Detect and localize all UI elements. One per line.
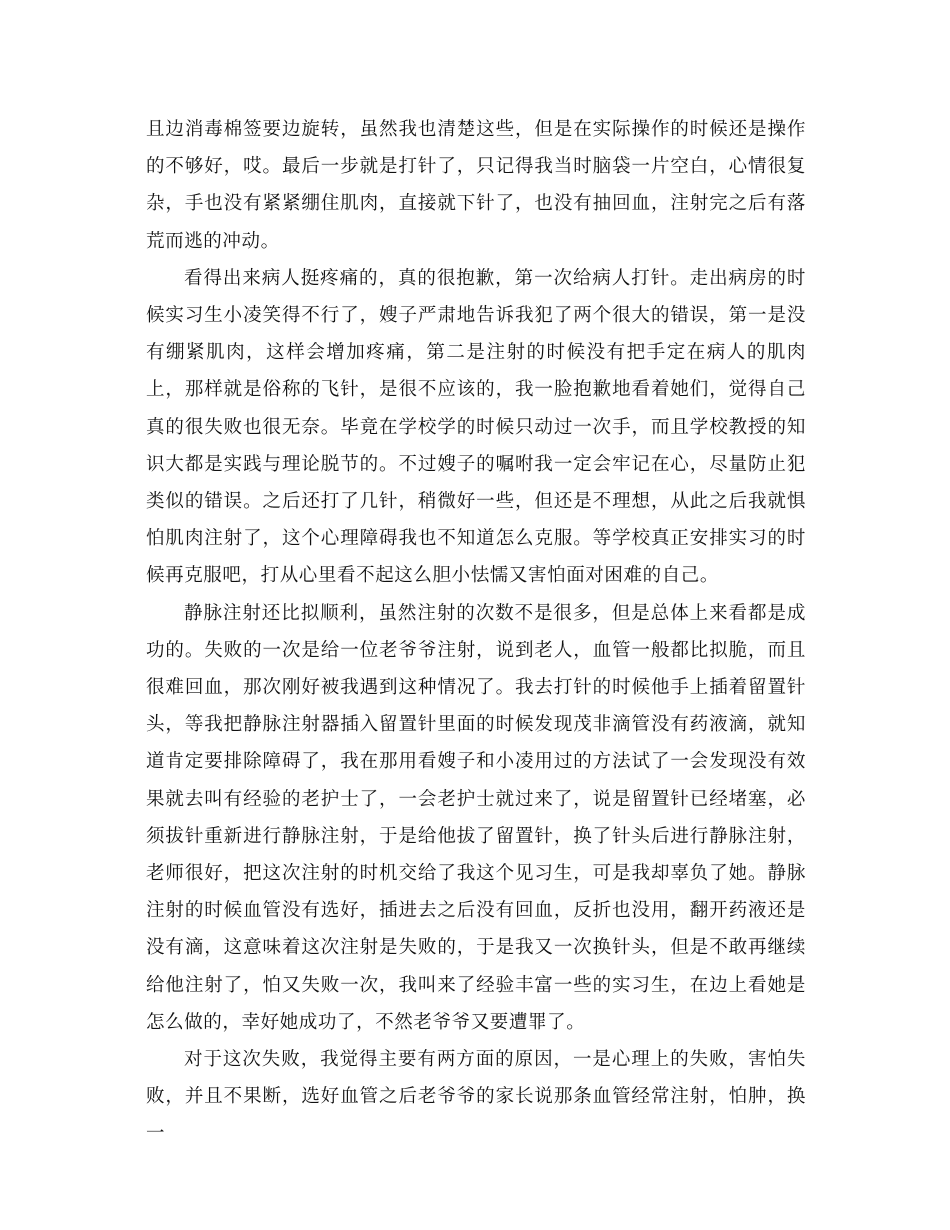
paragraph-4: 对于这次失败，我觉得主要有两方面的原因，一是心理上的失败，害怕失败，并且不果断，选好血管之后老爷爷的家长说那条血管经常注射，怕肿，换一 [146,1049,806,1145]
document-body [146,111,806,1153]
paragraph-1: 且边消毒棉签要边旋转，虽然我也清楚这些，但是在实际操作的时候还是操作的不够好，哎。最后一步就是打针了，只记得我当时脑袋一片空白，心情很复杂，手也没有紧紧绷住肌肉，直接就下针了，也没有抽回血，注射完之后有落荒而逃的冲动。 [146,119,806,252]
paragraph-3: 静脉注射还比拟顺利，虽然注射的次数不是很多，但是总体上来看都是成功的。失败的一次是给一位老爷爷注射，说到老人，血管一般都比拟脆，而且很难回血，那次刚好被我遇到这种情况了。我去打针的时候他手上插着留置针头，等我把静脉注射器插入留置针里面的时候发现茂非滴管没有药液滴，就知道肯定要排除障碍了，我在那用看嫂子和小凌用过的方法试了一会发现没有效果就去叫有经验的老护士了，一会老护士就过来了，说是留置针已经堵塞，必须拔针重新进行静脉注射，于是给他拔了留置针，换了针头后进行静脉注射，老师很好，把这次注射的时机交给了我这个见习生，可是我却辜负了她。静脉注射的时候血管没有选好，插进去之后没有回血，反折也没用，翻开药液还是没有滴，这意味着这次注射是失败的，于是我又一次换针头，但是不敢再继续给他注射了，怕又失败一次，我叫来了经验丰富一些的实习生，在边上看她是怎么做的，幸好她成功了，不然老爷爷又要遭罪了。 [146,602,806,1033]
paragraph-2: 看得出来病人挺疼痛的，真的很抱歉，第一次给病人打针。走出病房的时候实习生小凌笑得不行了，嫂子严肃地告诉我犯了两个很大的错误，第一是没有绷紧肌肉，这样会增加疼痛，第二是注射的时候没有把手定在病人的肌肉上，那样就是俗称的飞针，是很不应该的，我一脸抱歉地看着她们，觉得自己真的很失败也很无奈。毕竟在学校学的时候只动过一次手，而且学校教授的知识大都是实践与理论脱节的。不过嫂子的嘱咐我一定会牢记在心，尽量防止犯类似的错误。之后还打了几针，稍微好一些，但还是不理想，从此之后我就惧怕肌肉注射了，这个心理障碍我也不知道怎么克服。等学校真正安排实习的时候再克服吧，打从心里看不起这么胆小怯懦又害怕面对困难的自己。 [146,267,806,587]
